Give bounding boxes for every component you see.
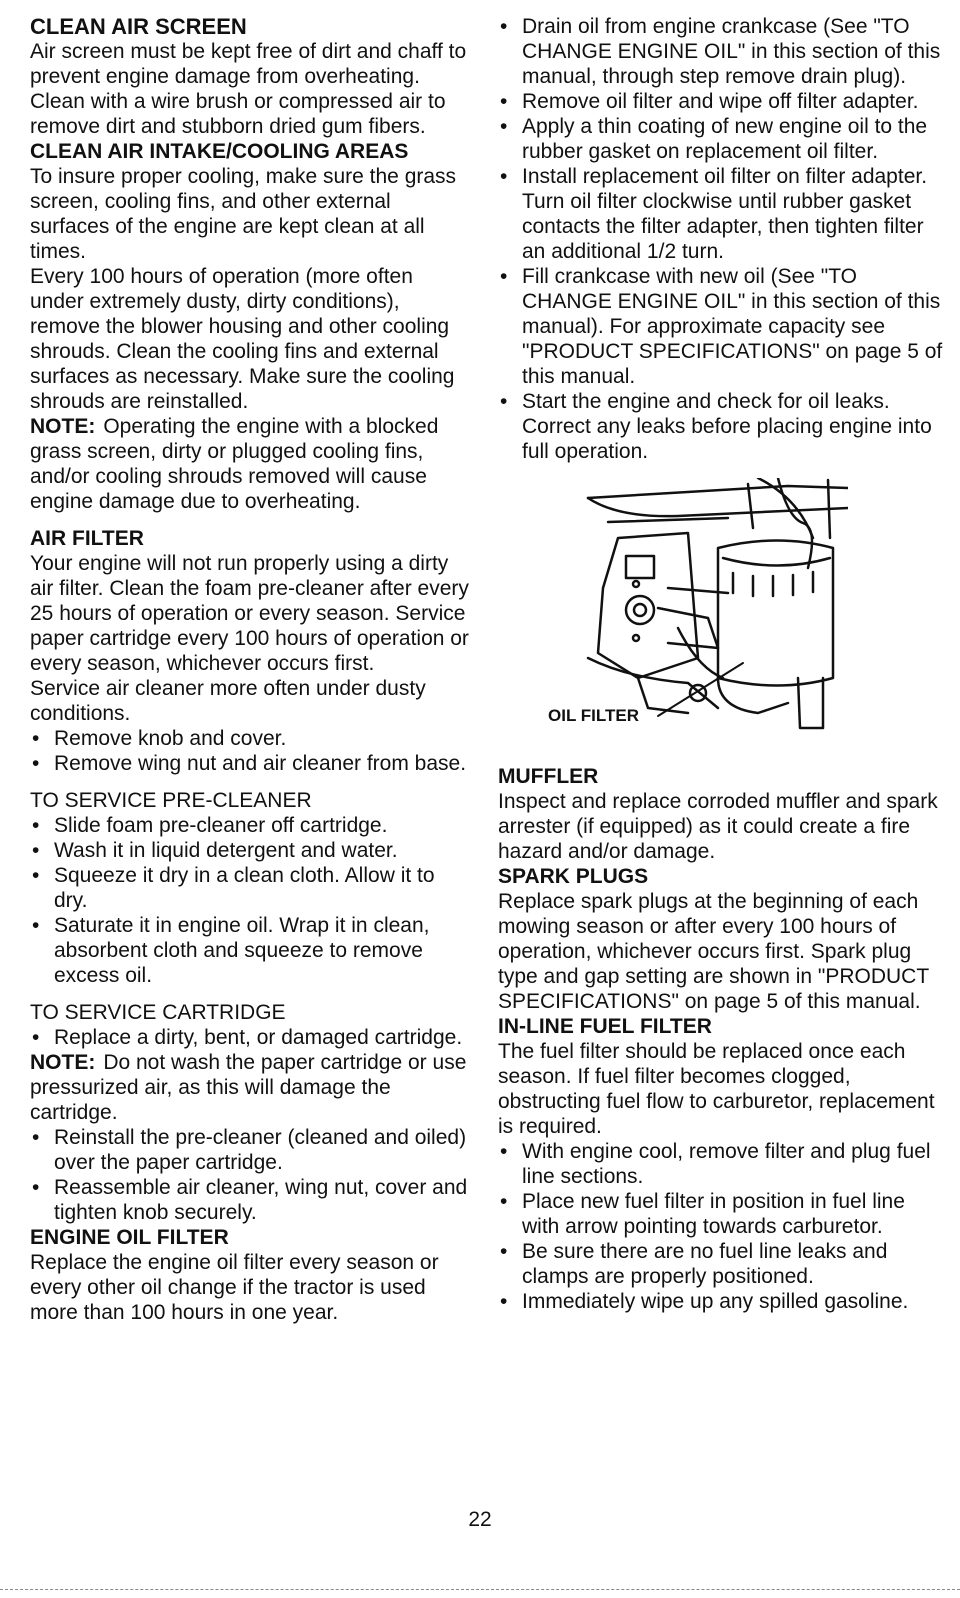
heading-clean-air-intake: CLEAN AIR INTAKE/COOLING AREAS — [30, 140, 409, 163]
list-item: • Saturate it in engine oil. Wrap it in clean, absorbent cloth and squeeze to remove excess oil. — [30, 913, 470, 988]
figure-caption: OIL FILTER — [548, 706, 639, 725]
heading-cartridge: TO SERVICE CARTRIDGE — [30, 1001, 286, 1024]
air-filter-list — [30, 726, 470, 776]
oil-filter-illustration — [548, 478, 848, 758]
fuel-filter-list — [498, 1139, 948, 1314]
pre-cleaner-list — [30, 813, 470, 988]
cartridge-list-1 — [30, 1025, 470, 1050]
note-label: NOTE: — [30, 415, 96, 438]
heading-spark-plugs: SPARK PLUGS — [498, 865, 649, 888]
engine-oil-filter-text: Replace the engine oil filter every season or every other oil change if the tractor is used more than 100 hours in one year. — [30, 1251, 439, 1324]
muffler-text: Inspect and replace corroded muffler and spark arrester (if equipped) as it could create a fire hazard and/or damage. — [498, 790, 938, 863]
bottom-divider — [0, 1589, 960, 1590]
list-item: • Slide foam pre-cleaner off cartridge. — [30, 813, 470, 838]
list-item: • Remove oil filter and wipe off filter adapter. — [498, 89, 948, 114]
clean-air-intake-text-1: To insure proper cooling, make sure the grass screen, cooling fins, and other external surfaces of the engine are kept clean at all times. — [30, 165, 457, 263]
list-item: • Reinstall the pre-cleaner (cleaned and oiled) over the paper cartridge. — [30, 1125, 470, 1175]
clean-air-screen-text: Air screen must be kept free of dirt and chaff to prevent engine damage from overheating. Clean with a wire brush or compressed air to remove dirt and stubborn dried gum fibers. — [30, 40, 467, 138]
list-item: • Immediately wipe up any spilled gasoline. — [498, 1289, 948, 1314]
air-filter-text-2: Service air cleaner more often under dusty conditions. — [30, 677, 426, 725]
cartridge-note — [30, 1050, 470, 1125]
list-item: • Remove knob and cover. — [30, 726, 470, 751]
cooling-note — [30, 414, 470, 514]
fuel-filter-text: The fuel filter should be replaced once each season. If fuel filter becomes clogged, obstructing fuel flow to carburetor, replacement is required. — [498, 1040, 935, 1138]
cartridge-list-2 — [30, 1125, 470, 1225]
list-item: • Be sure there are no fuel line leaks and clamps are properly positioned. — [498, 1239, 948, 1289]
list-item: • Replace a dirty, bent, or damaged cartridge. — [30, 1025, 470, 1050]
list-item: • Remove wing nut and air cleaner from base. — [30, 751, 470, 776]
oil-filter-steps — [498, 14, 948, 464]
left-column — [30, 14, 470, 1325]
page-number: 22 — [468, 1508, 492, 1531]
list-item: • Fill crankcase with new oil (See "TO CHANGE ENGINE OIL" in this section of this manual). For approximate capacity see "PRODUCT SPECIFICATIONS" on page 5 of this manual. — [498, 264, 948, 389]
note-text: Do not wash the paper cartridge or use pressurized air, as this will damage the cartridge. — [30, 1051, 467, 1124]
list-item: • Drain oil from engine crankcase (See "TO CHANGE ENGINE OIL" in this section of this manual, through step remove drain plug). — [498, 14, 948, 89]
heading-engine-oil-filter: ENGINE OIL FILTER — [30, 1226, 229, 1249]
list-item: • Apply a thin coating of new engine oil to the rubber gasket on replacement oil filter. — [498, 114, 948, 164]
note-text: Operating the engine with a blocked grass screen, dirty or plugged cooling fins, and/or cooling shrouds removed will cause engine damage due to overheating. — [30, 415, 439, 513]
list-item: • Reassemble air cleaner, wing nut, cover and tighten knob securely. — [30, 1175, 470, 1225]
list-item: • Place new fuel filter in position in fuel line with arrow pointing towards carburetor. — [498, 1189, 948, 1239]
heading-fuel-filter: IN-LINE FUEL FILTER — [498, 1015, 712, 1038]
heading-clean-air-screen: CLEAN AIR SCREEN — [30, 14, 247, 39]
list-item: • Wash it in liquid detergent and water. — [30, 838, 470, 863]
list-item: • With engine cool, remove filter and plug fuel line sections. — [498, 1139, 948, 1189]
list-item: • Start the engine and check for oil leaks. Correct any leaks before placing engine into full operation. — [498, 389, 948, 464]
clean-air-intake-text-2: Every 100 hours of operation (more often under extremely dusty, dirty conditions), remove the blower housing and other cooling shrouds. Clean the cooling fins and external surfaces as necessary. Make sure the cooling shrouds are reinstalled. — [30, 265, 455, 413]
heading-pre-cleaner: TO SERVICE PRE-CLEANER — [30, 789, 312, 812]
list-item: • Squeeze it dry in a clean cloth. Allow it to dry. — [30, 863, 470, 913]
list-item: • Install replacement oil filter on filter adapter. Turn oil filter clockwise until rubber gasket contacts the filter adapter, then tighten filter an additional 1/2 turn. — [498, 164, 948, 264]
heading-muffler: MUFFLER — [498, 765, 599, 788]
air-filter-text-1: Your engine will not run properly using a dirty air filter. Clean the foam pre-cleaner after every 25 hours of operation or every season. Service paper cartridge every 100 hours of operation or every season, whichever occurs first. — [30, 552, 469, 675]
heading-air-filter: AIR FILTER — [30, 527, 144, 550]
spark-plugs-text: Replace spark plugs at the beginning of each mowing season or after every 100 hours of operation, whichever occurs first. Spark plug type and gap setting are shown in "PRODUCT SPECIFICATIONS" on page 5 of this manual. — [498, 890, 929, 1013]
right-column — [498, 14, 948, 1314]
note-label: NOTE: — [30, 1051, 96, 1074]
